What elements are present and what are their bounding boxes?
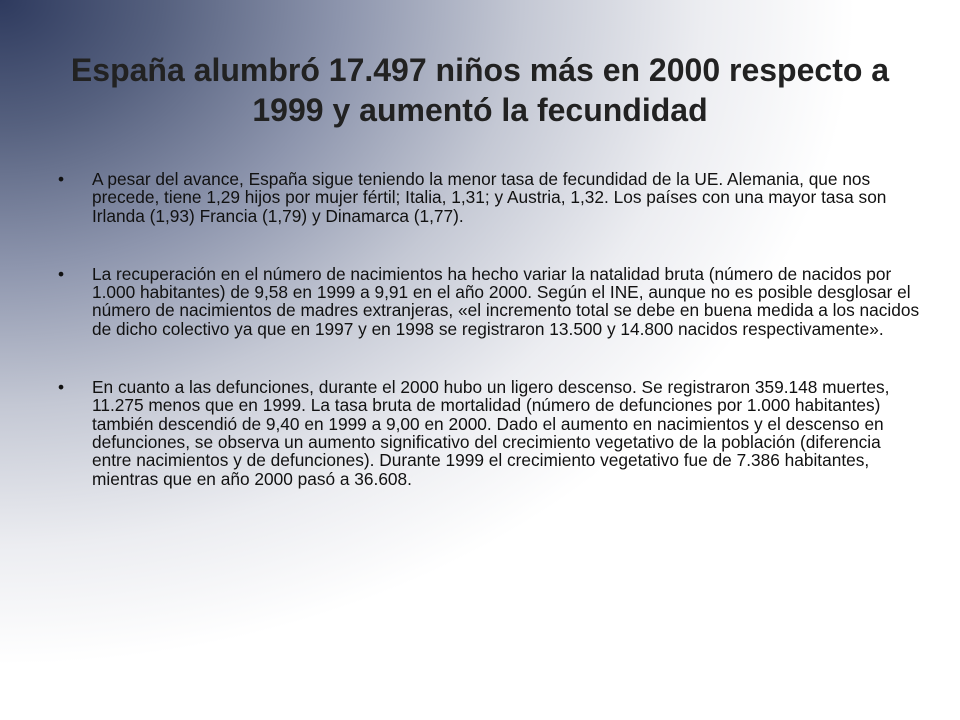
bullet-text: La recuperación en el número de nacimientos ha hecho variar la natalidad bruta (número de nacidos por 1.000 habitantes) de 9,58 en 1999 a 9,91 en el año 2000. Según el INE, aunque no es posible desglosar el número de nacimientos de madres extranjeras, «el incremento total se debe en buena medida a los nacidos de dicho colectivo ya que en 1997 y en 1998 se registraron 13.500 y 14.800 nacidos respectivamente». xyxy=(92,263,920,339)
bullet-item-defunciones xyxy=(58,378,920,488)
bullet-item-natalidad xyxy=(58,265,920,338)
bullet-dot-icon: • xyxy=(58,263,65,284)
bullet-list xyxy=(58,170,920,528)
bullet-dot-icon: • xyxy=(58,377,65,398)
bullet-item-fecundidad xyxy=(58,170,920,225)
slide-title: España alumbró 17.497 niños más en 2000 respecto a 1999 y aumentó la fecundidad xyxy=(70,52,890,128)
bullet-dot-icon: • xyxy=(58,169,65,189)
bullet-text: En cuanto a las defunciones, durante el 2000 hubo un ligero descenso. Se registraron 359.148 muertes, 11.275 menos que en 1999. La tasa bruta de mortalidad (número de defunciones por 1.000 habitantes) también descendió de 9,40 en 1999 a 9,00 en 2000. Dado el aumento en nacimientos y el descenso en defunciones, se observa un aumento significativo del crecimiento vegetativo de la población (diferencia entre nacimientos y de defunciones). Durante 1999 el crecimiento vegetativo fue de 7.386 habitantes, mientras que en año 2000 pasó a 36.608. xyxy=(92,377,890,489)
bullet-text: A pesar del avance, España sigue teniendo la menor tasa de fecundidad de la UE. Alemania, que nos precede, tiene 1,29 hijos por mujer fértil; Italia, 1,31; y Austria, 1,32. Los países con una mayor tasa son Irlanda (1,93) Francia (1,79) y Dinamarca (1,77). xyxy=(92,169,887,226)
